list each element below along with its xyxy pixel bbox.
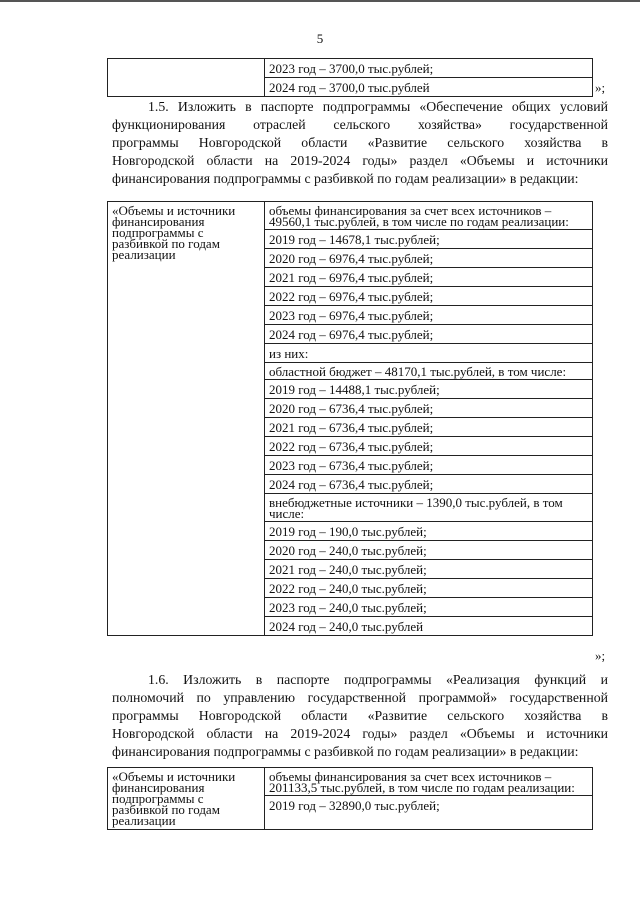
table-label-cell: «Объемы и источники финансирования подпрограммы с разбивкой по годам реализации — [108, 768, 265, 830]
table-row: объемы финансирования за счет всех источников – 201133,5 тыс.рублей, в том числе по годам реализации: — [265, 768, 592, 796]
table-label-cell: «Объемы и источники финансирования подпрограммы с разбивкой по годам реализации — [108, 202, 265, 636]
table-row: 2021 год – 6976,4 тыс.рублей; — [265, 268, 592, 287]
table-row: 2020 год – 240,0 тыс.рублей; — [265, 541, 592, 560]
table-closing-mark: »; — [595, 80, 606, 95]
table-row: 2024 год – 6976,4 тыс.рублей; — [265, 325, 592, 344]
table-row: 2022 год – 6976,4 тыс.рублей; — [265, 287, 592, 306]
table-left-cell — [108, 59, 265, 97]
table-row: 2019 год – 14678,1 тыс.рублей; — [265, 230, 592, 249]
table-row: 2023 год – 3700,0 тыс.рублей; — [265, 59, 592, 78]
paragraph-1-5: 1.5. Изложить в паспорте подпрограммы «Обеспечение общих условий функционирования отраслей сельского хозяйства» государственной программы Новгородской области «Развитие сельского хозяйства в Новгородской области на 2019-2024 годы» раздел «Объемы и источники финансирования подпрограммы с разбивкой по годам реализации» в редакции: — [112, 99, 608, 186]
table-row: 2019 год – 32890,0 тыс.рублей; — [269, 798, 440, 813]
table-row: 2021 год – 6736,4 тыс.рублей; — [265, 418, 592, 437]
table-row: 2019 год – 190,0 тыс.рублей; — [265, 522, 592, 541]
scan-edge — [0, 0, 640, 2]
table-row: внебюджетные источники – 1390,0 тыс.рублей, в том числе: — [265, 494, 592, 522]
table-row: 2022 год – 6736,4 тыс.рублей; — [265, 437, 592, 456]
table-row: объемы финансирования за счет всех источников – 49560,1 тыс.рублей, в том числе по годам реализации: — [265, 202, 592, 230]
table-row: 2023 год – 6976,4 тыс.рублей; — [265, 306, 592, 325]
table-right-cell — [265, 59, 593, 97]
table-values-cell — [265, 202, 593, 636]
paragraph-1-6: 1.6. Изложить в паспорте подпрограммы «Реализация функций и полномочий по управлению государственной программой» государственной программы Новгородской области «Развитие сельского хозяйства в Новгородской области на 2019-2024 годы» раздел «Объемы и источники финансирования подпрограммы с разбивкой по годам реализации» в редакции: — [112, 672, 608, 759]
table-row: из них: — [265, 344, 592, 363]
table-closing-mark: »; — [595, 648, 606, 663]
page-number: 5 — [316, 31, 324, 46]
table-row: 2021 год – 240,0 тыс.рублей; — [265, 560, 592, 579]
table-continuation — [107, 58, 593, 97]
table-row: 2020 год – 6736,4 тыс.рублей; — [265, 399, 592, 418]
table-row: областной бюджет – 48170,1 тыс.рублей, в том числе: — [265, 363, 592, 380]
table-row: 2020 год – 6976,4 тыс.рублей; — [265, 249, 592, 268]
table-row: 2024 год – 3700,0 тыс.рублей — [269, 80, 430, 95]
table-row: 2023 год – 6736,4 тыс.рублей; — [265, 456, 592, 475]
table-row: 2022 год – 240,0 тыс.рублей; — [265, 579, 592, 598]
table-financing-15 — [107, 201, 593, 636]
table-values-cell — [265, 768, 593, 830]
table-row: 2023 год – 240,0 тыс.рублей; — [265, 598, 592, 617]
table-row: 2019 год – 14488,1 тыс.рублей; — [265, 380, 592, 399]
table-financing-16 — [107, 767, 593, 830]
table-row: 2024 год – 240,0 тыс.рублей — [269, 619, 424, 634]
table-row: 2024 год – 6736,4 тыс.рублей; — [265, 475, 592, 494]
